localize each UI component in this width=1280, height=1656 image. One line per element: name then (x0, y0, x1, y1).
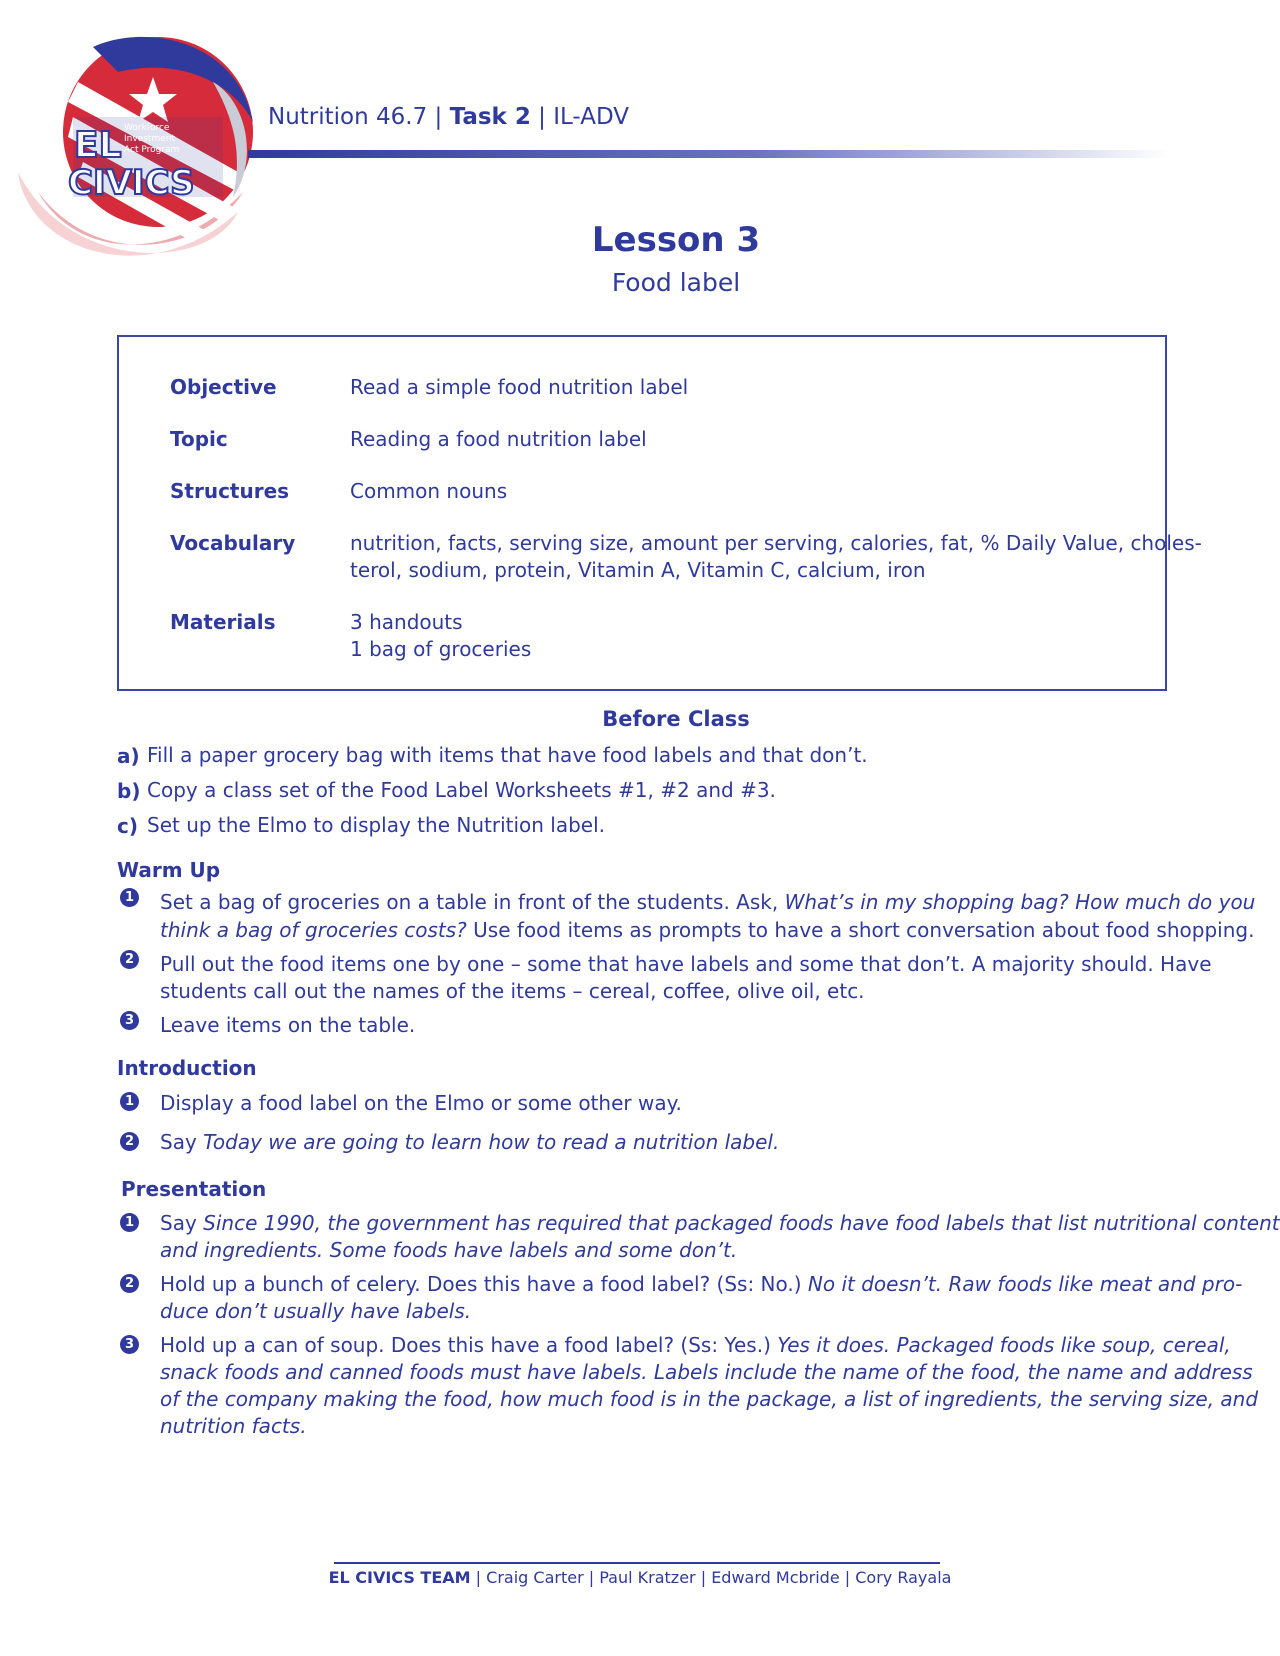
presentation-step-line: Hold up a bunch of celery. Does this have a food label? (Ss: No.) No it doesn’t. Raw foods like meat and pro- (160, 1272, 1243, 1296)
before-class-heading: Before Class (602, 707, 750, 731)
step-number-badge: 1 (120, 1213, 139, 1232)
footer-rule (334, 1562, 940, 1564)
presentation-step-line: Say Since 1990, the government has required that packaged foods have food labels that list nutritional content (160, 1211, 1280, 1235)
step-number-badge: 1 (120, 888, 139, 907)
header-rule (248, 150, 1168, 158)
header-course-line (268, 104, 629, 130)
step-number-badge: 2 (120, 950, 139, 969)
step-number-badge: 3 (120, 1335, 139, 1354)
presentation-step-line: duce don’t usually have labels. (160, 1299, 472, 1323)
svg-text:CIVICS: CIVICS (68, 163, 195, 203)
before-class-item: Set up the Elmo to display the Nutrition label. (147, 813, 606, 837)
footer-credits: EL CIVICS TEAM | Craig Carter | Paul Kratzer | Edward Mcbride | Cory Rayala (328, 1568, 952, 1587)
list-letter: c) (117, 814, 138, 838)
presentation-step-line: of the company making the food, how much food is in the package, a list of ingredients, the serving size, and (160, 1387, 1259, 1411)
objective-value: Read a simple food nutrition label (350, 375, 689, 399)
vocabulary-line: nutrition, facts, serving size, amount per serving, calories, fat, % Daily Value, choles- (350, 531, 1202, 555)
step-number-badge: 3 (120, 1011, 139, 1030)
footer-member: Edward Mcbride (711, 1568, 840, 1587)
warm-up-step-line: Leave items on the table. (160, 1013, 416, 1037)
topic-value: Reading a food nutrition label (350, 427, 647, 451)
presentation-step-line: Hold up a can of soup. Does this have a food label? (Ss: Yes.) Yes it does. Packaged foods like soup, cereal, (160, 1333, 1231, 1357)
svg-text:Investment: Investment (124, 134, 175, 144)
step-number-badge: 2 (120, 1274, 139, 1293)
presentation-heading: Presentation (121, 1177, 267, 1201)
presentation-step-line: and ingredients. Some foods have labels and some don’t. (160, 1238, 738, 1262)
introduction-heading: Introduction (117, 1056, 257, 1080)
structures-value: Common nouns (350, 479, 508, 503)
step-number-badge: 1 (120, 1092, 139, 1111)
introduction-step-line: Say Today we are going to learn how to read a nutrition label. (160, 1130, 780, 1154)
materials-line: 1 bag of groceries (350, 637, 532, 661)
footer-member: Craig Carter (486, 1568, 584, 1587)
warm-up-heading: Warm Up (117, 858, 221, 882)
warm-up-step-line: Set a bag of groceries on a table in front of the students. Ask, What’s in my shopping bag? How much do you (160, 890, 1256, 914)
svg-text:Act Program: Act Program (124, 145, 180, 155)
before-class-item: Copy a class set of the Food Label Worksheets #1, #2 and #3. (147, 778, 776, 802)
lesson-subtitle: Food label (611, 268, 741, 297)
footer-team: EL CIVICS TEAM (328, 1568, 471, 1587)
footer-member: Paul Kratzer (599, 1568, 696, 1587)
step-number-badge: 2 (120, 1132, 139, 1151)
warm-up-step-line: students call out the names of the items – cereal, coffee, olive oil, etc. (160, 979, 865, 1003)
objective-label: Objective (170, 375, 277, 399)
lesson-title: Lesson 3 (591, 220, 761, 260)
materials-line: 3 handouts (350, 610, 463, 634)
materials-label: Materials (170, 610, 276, 634)
vocabulary-label: Vocabulary (170, 531, 296, 555)
header-separator: | (538, 104, 546, 130)
warm-up-step-line: Pull out the food items one by one – some that have labels and some that don’t. A majority should. Have (160, 952, 1212, 976)
header-separator: | (434, 104, 443, 130)
presentation-step-line: nutrition facts. (160, 1414, 307, 1438)
warm-up-step-line: think a bag of groceries costs? Use food items as prompts to have a short conversation about food shopping. (160, 918, 1255, 942)
structures-label: Structures (170, 479, 290, 503)
presentation-step-line: snack foods and canned foods must have labels. Labels include the name of the food, the name and address (160, 1360, 1253, 1384)
topic-label: Topic (170, 427, 228, 451)
header-level: IL-ADV (553, 104, 629, 130)
header-task: Task 2 (449, 104, 531, 130)
introduction-step-line: Display a food label on the Elmo or some other way. (160, 1091, 682, 1115)
list-letter: a) (117, 744, 140, 768)
svg-text:EL: EL (74, 125, 122, 166)
header-course: Nutrition 46.7 (268, 104, 428, 130)
list-letter: b) (117, 779, 141, 803)
vocabulary-line: terol, sodium, protein, Vitamin A, Vitamin C, calcium, iron (350, 558, 926, 582)
footer-member: Cory Rayala (855, 1568, 952, 1587)
svg-text:Workforce: Workforce (124, 123, 170, 133)
before-class-item: Fill a paper grocery bag with items that have food labels and that don’t. (147, 743, 868, 767)
